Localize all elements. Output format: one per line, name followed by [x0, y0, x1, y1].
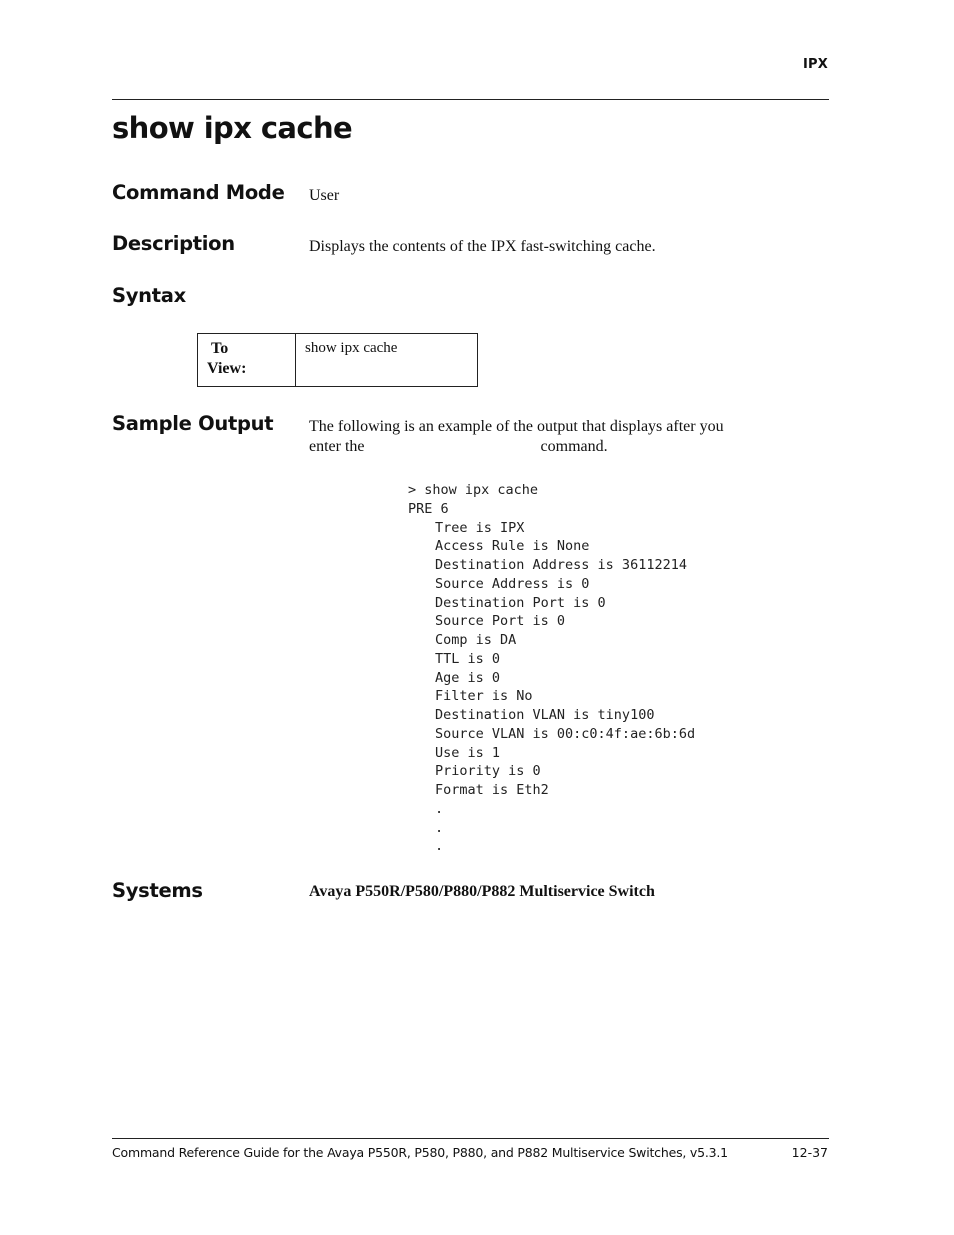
footer-text: Command Reference Guide for the Avaya P550R, P580, P880, and P882 Multiservice Switches, v5.3.1 [112, 1145, 728, 1160]
running-header: IPX [803, 57, 828, 72]
code-line: Tree is IPX [435, 519, 525, 536]
code-line: . [435, 800, 444, 817]
page-number: 12-37 [791, 1145, 828, 1160]
code-line: . [435, 838, 444, 855]
sample-output-intro-line1: The following is an example of the output that displays after you [309, 418, 724, 435]
code-line: Comp is DA [435, 632, 517, 648]
syntax-label-cell [198, 334, 296, 386]
header-rule [112, 99, 829, 100]
code-line: Destination Port is 0 [435, 594, 606, 611]
code-line: Format is Eth2 [435, 782, 549, 798]
code-line: . [435, 819, 444, 836]
sample-output-code [408, 481, 695, 856]
code-line: Source Address is 0 [435, 575, 590, 592]
intro-line2-end: command. [540, 438, 608, 455]
sample-output-intro-line2 [309, 437, 724, 457]
code-line: PRE 6 [408, 500, 449, 517]
code-line: TTL is 0 [435, 650, 501, 667]
code-line: Source VLAN is 00:c0:4f:ae:6b:6d [435, 725, 696, 742]
footer-rule [112, 1138, 829, 1139]
code-line: Priority is 0 [435, 763, 541, 780]
intro-line2-start: enter the [309, 438, 365, 455]
code-line: Filter is No [435, 688, 533, 705]
syntax-label-line1: To [211, 340, 229, 357]
syntax-label-line2: View: [207, 360, 247, 377]
code-line: Age is 0 [435, 669, 501, 686]
syntax-heading: Syntax [112, 284, 186, 307]
command-mode-value: User [309, 187, 340, 204]
systems-text: Avaya P550R/P580/P880/P882 Multiservice Switch [309, 883, 655, 900]
code-line: > show ipx cache [408, 482, 539, 498]
command-mode-heading: Command Mode [112, 181, 285, 204]
code-line: Access Rule is None [435, 538, 590, 555]
sample-output-heading: Sample Output [112, 412, 274, 435]
syntax-command: show ipx cache [305, 340, 398, 356]
syntax-table [197, 333, 478, 387]
sample-output-intro [309, 417, 724, 457]
code-line: Source Port is 0 [435, 613, 566, 630]
description-heading: Description [112, 232, 235, 255]
code-line: Destination VLAN is tiny100 [435, 707, 655, 723]
description-text: Displays the contents of the IPX fast-switching cache. [309, 238, 656, 255]
systems-heading: Systems [112, 879, 203, 902]
code-line: Destination Address is 36112214 [435, 557, 687, 573]
code-line: Use is 1 [435, 744, 501, 761]
page-title: show ipx cache [112, 111, 353, 145]
